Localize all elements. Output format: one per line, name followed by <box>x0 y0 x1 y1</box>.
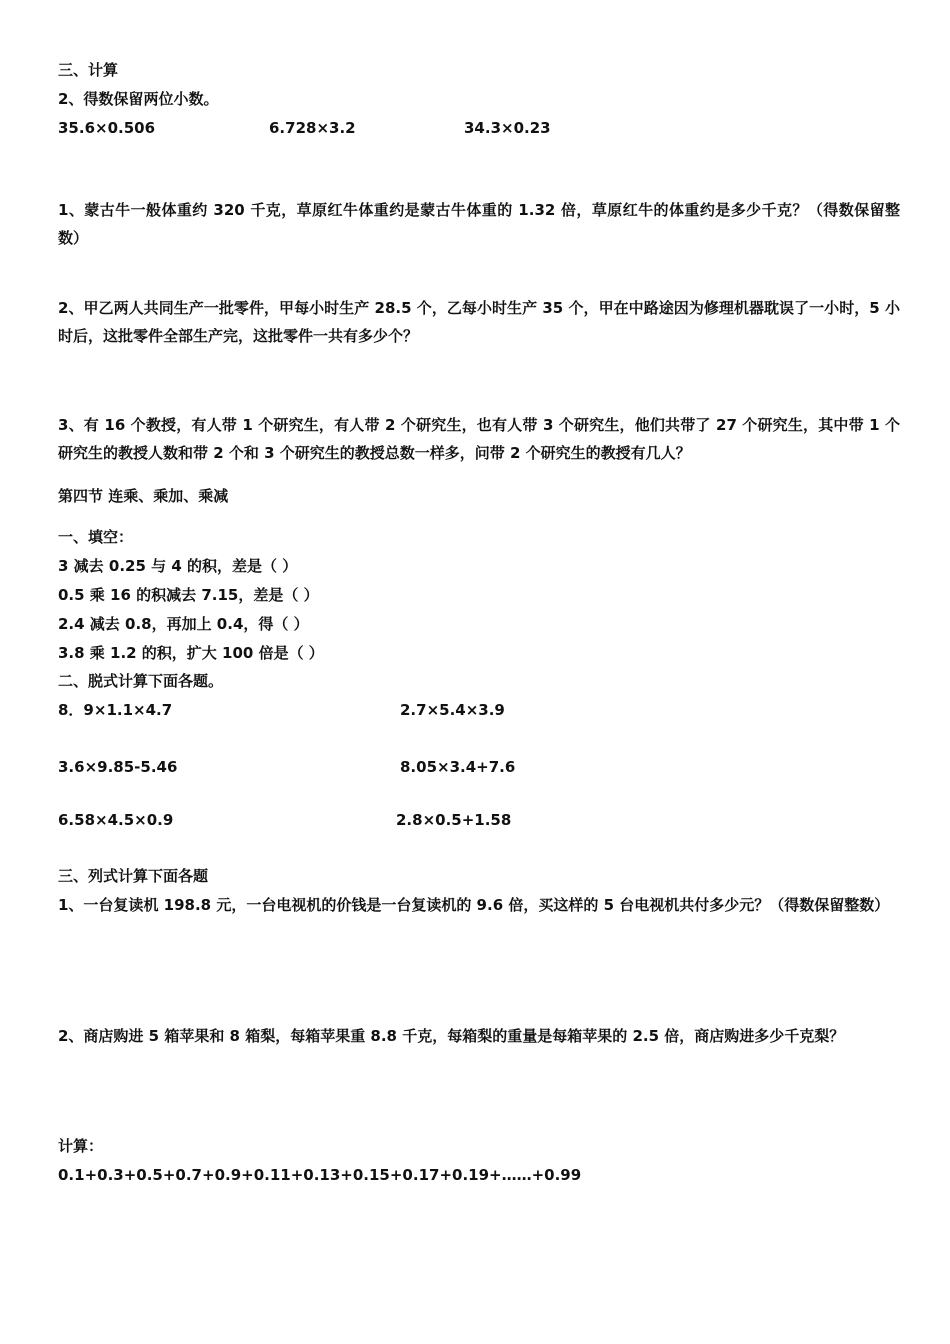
section-subtitle-round: 2、得数保留两位小数。 <box>58 90 219 108</box>
list-calc-title: 三、列式计算下面各题 <box>58 867 209 885</box>
step-calc-title: 二、脱式计算下面各题。 <box>58 672 224 690</box>
word-problem-2: 2、甲乙两人共同生产一批零件，甲每小时生产 28.5 个，乙每小时生产 35 个，甲在中路途因为修理机器耽误了一小时，5 小时后，这批零件全部生产完，这批零件一共有多少个？ <box>58 299 900 345</box>
section-title-calc: 三、计算 <box>58 61 119 79</box>
fill-blank-item-3: 2.4 减去 0.8，再加上 0.4，得（ ） <box>58 615 309 633</box>
fill-blank-item-4: 3.8 乘 1.2 的积，扩大 100 倍是（ ） <box>58 644 324 662</box>
calc-item-1: 35.6×0.506 <box>58 119 156 137</box>
step-calc-6: 2.8×0.5+1.58 <box>396 811 512 829</box>
word-problem-3: 3、有 16 个教授，有人带 1 个研究生，有人带 2 个研究生，也有人带 3 个研究生，他们共带了 27 个研究生，其中带 1 个研究生的教授人数和带 2 个和 3 个研究生的教授总数一样多，问带 2 个研究生的教授有几人？ <box>58 416 900 462</box>
calc-title: 计算： <box>58 1137 104 1155</box>
calc-series: 0.1+0.3+0.5+0.7+0.9+0.11+0.13+0.15+0.17+0.19+……+0.99 <box>58 1166 582 1184</box>
word-problem-1: 1、蒙古牛一般体重约 320 千克，草原红牛体重约是蒙古牛体重的 1.32 倍，草原红牛的体重约是多少千克？（得数保留整数） <box>58 201 900 247</box>
step-calc-2: 2.7×5.4×3.9 <box>400 701 505 719</box>
section-4-title: 第四节 连乘、乘加、乘减 <box>58 487 229 505</box>
step-calc-5: 6.58×4.5×0.9 <box>58 811 174 829</box>
calc-item-3: 34.3×0.23 <box>464 119 551 137</box>
fill-blank-item-2: 0.5 乘 16 的积减去 7.15，差是（ ） <box>58 586 319 604</box>
step-calc-3: 3.6×9.85-5.46 <box>58 758 178 776</box>
fill-blank-title: 一、填空： <box>58 528 134 546</box>
step-calc-1: 8．9×1.1×4.7 <box>58 701 173 719</box>
fill-blank-item-1: 3 减去 0.25 与 4 的积，差是（ ） <box>58 557 298 575</box>
step-calc-4: 8.05×3.4+7.6 <box>400 758 516 776</box>
word-problem-5: 2、商店购进 5 箱苹果和 8 箱梨，每箱苹果重 8.8 千克，每箱梨的重量是每箱苹果的 2.5 倍，商店购进多少千克梨？ <box>58 1027 845 1045</box>
calc-item-2: 6.728×3.2 <box>269 119 356 137</box>
word-problem-4: 1、一台复读机 198.8 元，一台电视机的价钱是一台复读机的 9.6 倍，买这样的 5 台电视机共付多少元？（得数保留整数） <box>58 896 890 914</box>
